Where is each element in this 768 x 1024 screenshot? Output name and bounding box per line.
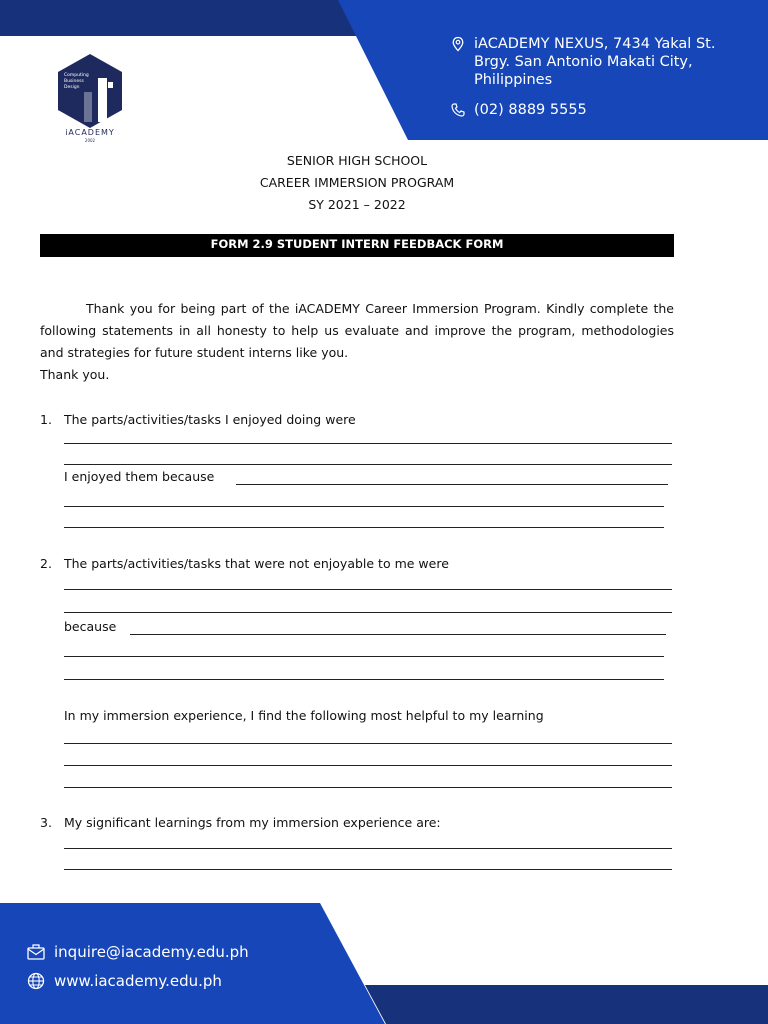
q2-extra-line-3[interactable]	[64, 787, 672, 788]
svg-text:Business: Business	[64, 79, 84, 84]
q3-answer-line-2[interactable]	[64, 869, 672, 870]
title-line-2: CAREER IMMERSION PROGRAM	[259, 175, 455, 190]
email-text[interactable]: inquire@iacademy.edu.ph	[54, 943, 249, 961]
phone-icon	[450, 102, 466, 118]
header-address	[450, 35, 715, 89]
q1-answer-line-2[interactable]	[64, 464, 672, 465]
q2-answer-line-3[interactable]	[64, 656, 664, 657]
question-2-prompt: The parts/activities/tasks that were not enjoyable to me were	[64, 556, 449, 571]
q2-answer-line-4[interactable]	[64, 679, 664, 680]
logo-year: 2002	[84, 138, 96, 143]
question-3-prompt: My significant learnings from my immersion experience are:	[64, 815, 441, 830]
address-text: iACADEMY NEXUS, 7434 Yakal St. Brgy. San Antonio Makati City, Philippines	[474, 36, 716, 88]
title-line-3: SY 2021 – 2022	[308, 197, 406, 212]
question-2-extra-prompt: In my immersion experience, I find the following most helpful to my learning	[64, 708, 544, 723]
location-pin-icon	[450, 36, 466, 52]
logo-tagline: Computing	[64, 73, 89, 78]
q2-answer-line-1[interactable]	[64, 589, 672, 590]
q2-because-line[interactable]	[130, 634, 666, 635]
question-3-number: 3.	[40, 815, 52, 830]
q3-answer-line-1[interactable]	[64, 848, 672, 849]
footer-website[interactable]	[26, 971, 222, 991]
logo-name: iACADEMY	[65, 128, 115, 137]
website-text[interactable]: www.iacademy.edu.ph	[54, 972, 222, 990]
question-2-followup: because	[64, 619, 117, 634]
phone-text: (02) 8889 5555	[474, 102, 587, 118]
question-1-prompt: The parts/activities/tasks I enjoyed doing were	[64, 412, 356, 427]
q2-extra-line-1[interactable]	[64, 743, 672, 744]
q2-answer-line-2[interactable]	[64, 612, 672, 613]
intro-paragraph: Thank you for being part of the iACADEMY Career Immersion Program. Kindly complete the following statements in all honesty to help us evaluate and improve the program, methodologies and strategies for future student interns like you.	[40, 301, 674, 360]
q1-answer-line-1[interactable]	[64, 443, 672, 444]
question-1-number: 1.	[40, 412, 52, 427]
thank-you-text: Thank you.	[40, 367, 110, 382]
question-1-followup: I enjoyed them because	[64, 469, 215, 484]
email-icon	[26, 942, 46, 962]
header-phone	[450, 101, 587, 119]
svg-text:Design: Design	[64, 85, 80, 90]
q2-extra-line-2[interactable]	[64, 765, 672, 766]
form-title-bar: FORM 2.9 STUDENT INTERN FEEDBACK FORM	[40, 234, 674, 257]
document-titles	[40, 150, 674, 216]
question-2-number: 2.	[40, 556, 52, 571]
footer-background	[0, 903, 768, 1024]
q1-answer-line-4[interactable]	[64, 527, 664, 528]
title-line-1: SENIOR HIGH SCHOOL	[286, 153, 428, 168]
q1-because-line[interactable]	[236, 484, 668, 485]
globe-icon	[26, 971, 46, 991]
iacademy-logo	[58, 52, 134, 144]
q1-answer-line-3[interactable]	[64, 506, 664, 507]
footer-email[interactable]	[26, 942, 249, 962]
